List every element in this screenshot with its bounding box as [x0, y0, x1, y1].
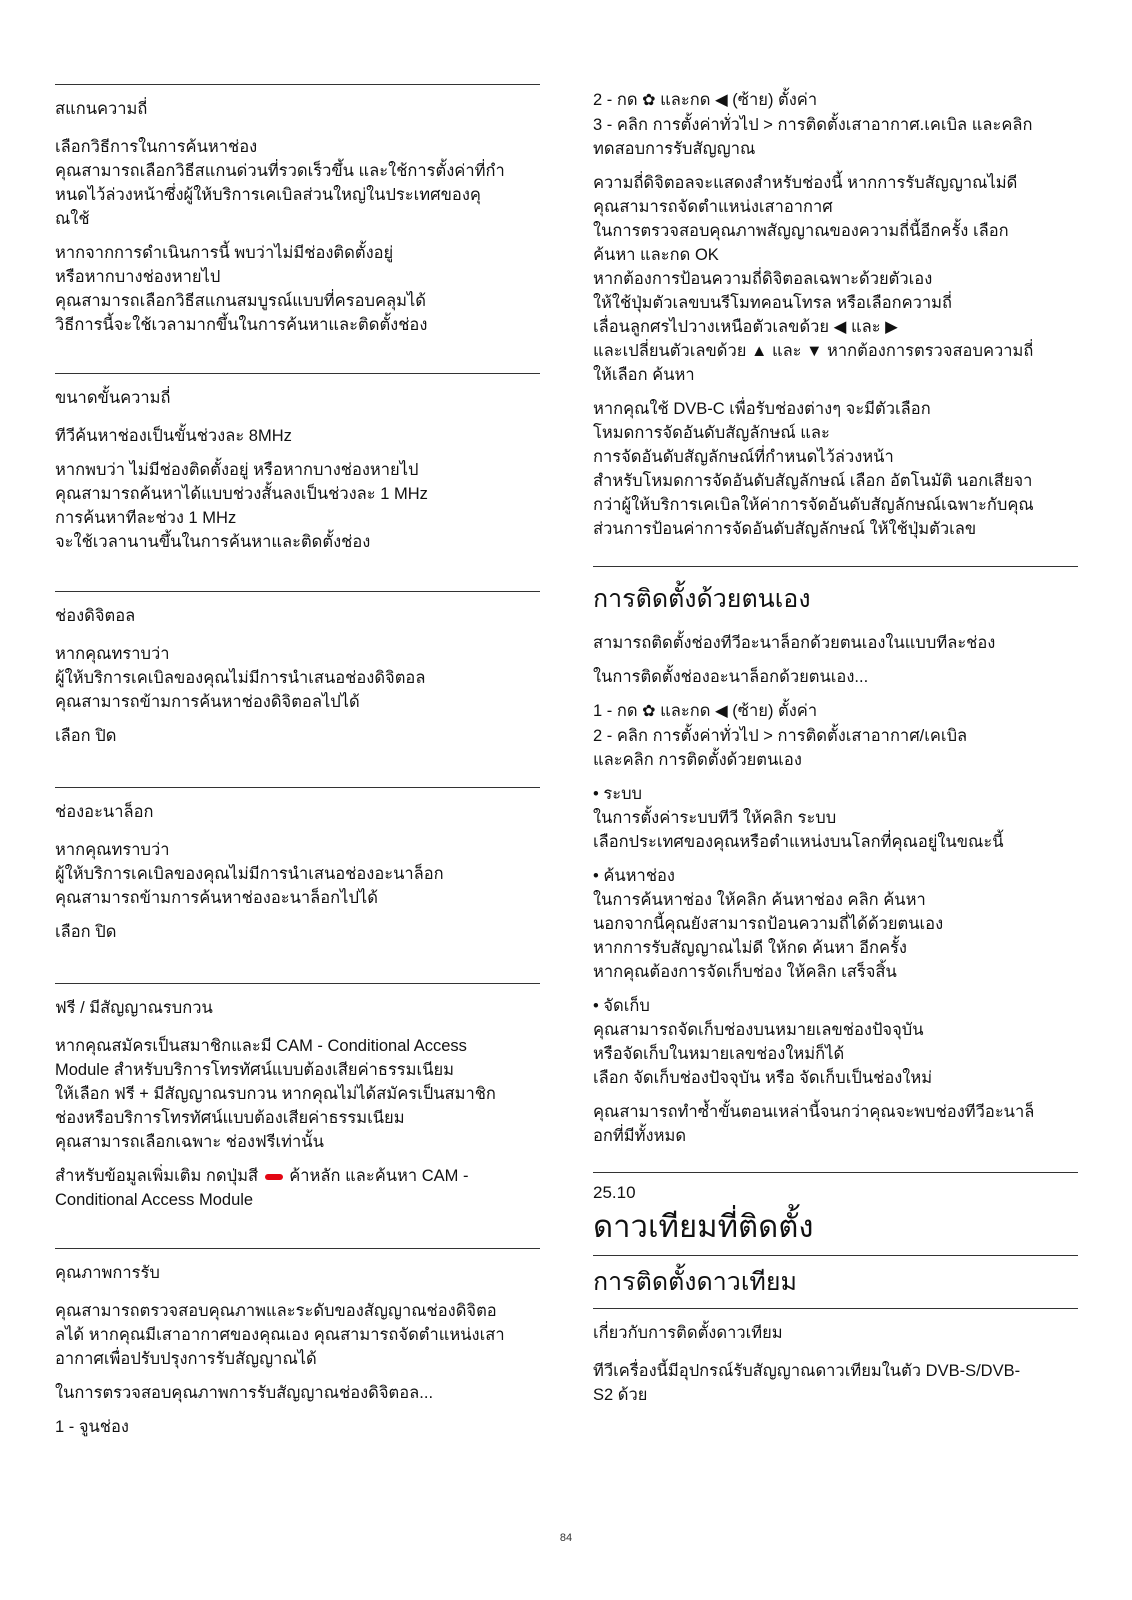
text-line: จะใช้เวลานานขึ้นในการค้นหาและติดตั้งช่อง	[55, 533, 371, 551]
text-line: ในการตรวจสอบคุณภาพการรับสัญญาณช่องดิจิตอล...	[55, 1384, 434, 1402]
text-line: ทดสอบการรับสัญญาณ	[593, 140, 756, 158]
paragraph	[593, 699, 1078, 772]
text-line: หากคุณทราบว่า	[55, 645, 170, 663]
text-line: ลได้ หากคุณมีเสาอากาศของคุณเอง คุณสามารถจัดตำแหน่งเสา	[55, 1326, 505, 1344]
text-line: • ค้นหาช่อง	[593, 867, 675, 885]
text-line: คุณสามารถตรวจสอบคุณภาพและระดับของสัญญาณช่องดิจิตอ	[55, 1302, 497, 1320]
text-line: ผู้ให้บริการเคเบิลของคุณไม่มีการนำเสนอช่องอะนาล็อก	[55, 865, 444, 883]
text-line: เลือกประเทศของคุณหรือตำแหน่งบนโลกที่คุณอยู่ในขณะนี้	[593, 833, 1004, 851]
text-line: คุณสามารถเลือกวิธีสแกนสมบูรณ์แบบที่ครอบคลุมได้	[55, 292, 427, 310]
text-line: ณใช้	[55, 210, 90, 228]
text-line: วิธีการนี้จะใช้เวลามากขึ้นในการค้นหาและติดตั้งช่อง	[55, 316, 428, 334]
text-segment: ค้าหลัก และค้นหา CAM -	[289, 1167, 469, 1185]
text-line: ผู้ให้บริการเคเบิลของคุณไม่มีการนำเสนอช่องดิจิตอล	[55, 669, 426, 687]
text-line: ให้ใช้ปุ่มตัวเลขบนรีโมทคอนโทรล หรือเลือกความถี่	[593, 294, 953, 312]
text-line	[55, 1164, 540, 1188]
text-line: อากาศเพื่อปรับปรุงการรับสัญญาณได้	[55, 1350, 317, 1368]
paragraph	[55, 1299, 540, 1371]
text-line: คุณสามารถเลือกวิธีสแกนด่วนที่รวดเร็วขึ้น และใช้การตั้งค่าที่กำ	[55, 162, 505, 180]
paragraph	[55, 135, 540, 231]
text-line: หนดไว้ล่วงหน้าซึ่งผู้ให้บริการเคเบิลส่วนใหญ่ในประเทศของคุ	[55, 186, 481, 204]
text-line: หรือหากบางช่องหายไป	[55, 268, 221, 286]
text-line: ทีวีค้นหาช่องเป็นขั้นช่วงละ 8MHz	[55, 427, 292, 445]
text-line: ในการตรวจสอบคุณภาพสัญญาณของความถี่นี้อีกครั้ง เลือก	[593, 222, 1009, 240]
paragraph	[55, 1164, 540, 1212]
paragraph	[55, 1415, 540, 1439]
text-line: คุณสามารถค้นหาได้แบบช่วงสั้นลงเป็นช่วงละ 1 MHz	[55, 485, 428, 503]
paragraph	[593, 631, 1078, 655]
text-line	[593, 88, 1078, 113]
section-title: ขนาดขั้นความถี่	[55, 389, 171, 407]
paragraph	[593, 782, 1078, 854]
text-line: ช่องหรือบริการโทรทัศน์แบบต้องเสียค่าธรรมเนียม	[55, 1109, 405, 1127]
section-frequency-step	[55, 373, 540, 564]
section-title: ฟรี / มีสัญญาณรบกวน	[55, 999, 213, 1017]
section-analog-channels	[55, 787, 540, 954]
text-line: Module สำหรับบริการโทรทัศน์แบบต้องเสียค่าธรรมเนียม	[55, 1061, 455, 1079]
gear-icon: ✿	[642, 703, 656, 720]
section-free-scrambled	[55, 983, 540, 1222]
section-title: คุณภาพการรับ	[55, 1264, 160, 1282]
paragraph	[593, 665, 1078, 689]
section-manual-installation	[593, 566, 1078, 1158]
text-line: หากพบว่า ไม่มีช่องติดตั้งอยู่ หรือหากบางช่องหายไป	[55, 461, 419, 479]
text-line: ความถี่ดิจิตอลจะแสดงสำหรับช่องนี้ หากการรับสัญญาณไม่ดี	[593, 174, 1018, 192]
text-line: หากต้องการป้อนความถี่ดิจิตอลเฉพาะด้วยตัวเอง	[593, 270, 933, 288]
paragraph	[593, 994, 1078, 1090]
text-line: 3 - คลิก การตั้งค่าทั่วไป > การติดตั้งเสาอากาศ.เคเบิล และคลิก	[593, 116, 1033, 134]
paragraph	[55, 424, 540, 448]
text-line: อกที่มีทั้งหมด	[593, 1127, 687, 1145]
text-segment: สำหรับข้อมูลเพิ่มเติม กดปุ่มสี	[55, 1167, 259, 1185]
text-line: ทีวีเครื่องนี้มีอุปกรณ์รับสัญญาณดาวเทียมในตัว DVB-S/DVB-	[593, 1362, 1021, 1380]
text-line: ในการติดตั้งช่องอะนาล็อกด้วยตนเอง...	[593, 668, 869, 686]
text-line: หากจากการดำเนินการนี้ พบว่าไม่มีช่องติดตั้งอยู่	[55, 244, 394, 262]
text-line: เลื่อนลูกศรไปวางเหนือตัวเลขด้วย ◀ และ ▶	[593, 318, 898, 336]
text-line: ค้นหา และกด OK	[593, 246, 719, 264]
paragraph	[55, 920, 540, 944]
text-line: 2 - คลิก การตั้งค่าทั่วไป > การติดตั้งเสาอากาศ/เคเบิล	[593, 727, 968, 745]
paragraph	[55, 838, 540, 910]
text-line: ในการตั้งค่าระบบทีวี ให้คลิก ระบบ	[593, 809, 837, 827]
text-line: นอกจากนี้คุณยังสามารถป้อนความถี่ได้ด้วยตนเอง	[593, 915, 944, 933]
divider	[593, 1308, 1078, 1309]
section-reception-quality	[55, 1248, 540, 1449]
text-segment: 1 - กด	[593, 702, 638, 720]
text-line: คุณสามารถทำซ้ำขั้นตอนเหล่านี้จนกว่าคุณจะพบช่องทีวีอะนาล็	[593, 1103, 1035, 1121]
text-line: หรือจัดเก็บในหมายเลขช่องใหม่ก็ได้	[593, 1045, 845, 1063]
text-line: Conditional Access Module	[55, 1191, 254, 1209]
text-line: หากคุณทราบว่า	[55, 841, 170, 859]
text-line: และเปลี่ยนตัวเลขด้วย ▲ และ ▼ หากต้องการตรวจสอบความถี่	[593, 342, 1034, 360]
text-line: คุณสามารถข้ามการค้นหาช่องอะนาล็อกไปได้	[55, 889, 378, 907]
paragraph	[55, 1034, 540, 1154]
subsection-title: เกี่ยวกับการติดตั้งดาวเทียม	[593, 1324, 783, 1342]
text-line: สามารถติดตั้งช่องทีวีอะนาล็อกด้วยตนเองในแบบทีละช่อง	[593, 634, 996, 652]
paragraph	[55, 1381, 540, 1405]
text-line: เลือก ปิด	[55, 727, 117, 745]
paragraph	[55, 642, 540, 714]
text-line: การจัดอันดับสัญลักษณ์ที่กำหนดไว้ล่วงหน้า	[593, 448, 894, 466]
paragraph	[593, 171, 1078, 387]
text-segment: และกด ◀ (ซ้าย) ตั้งค่า	[660, 702, 818, 720]
divider	[593, 1255, 1078, 1256]
section-satellite	[593, 1172, 1078, 1417]
text-line: การค้นหาทีละช่วง 1 MHz	[55, 509, 237, 527]
text-line: • ระบบ	[593, 785, 643, 803]
text-line: ให้เลือก ค้นหา	[593, 366, 695, 384]
section-reception-continued	[593, 88, 1078, 551]
text-line: ในการค้นหาช่อง ให้คลิก ค้นหาช่อง คลิก ค้นหา	[593, 891, 926, 909]
text-line: กว่าผู้ให้บริการเคเบิลให้ค่าการจัดอันดับสัญลักษณ์เฉพาะกับคุณ	[593, 496, 1034, 514]
section-title: สแกนความถี่	[55, 100, 148, 118]
section-title: ช่องอะนาล็อก	[55, 803, 154, 821]
text-line: • จัดเก็บ	[593, 997, 650, 1015]
section-digital-channels	[55, 591, 540, 758]
chapter-title: ดาวเทียมที่ติดตั้ง	[593, 1209, 814, 1244]
text-line: โหมดการจัดอันดับสัญลักษณ์ และ	[593, 424, 830, 442]
section-title: ช่องดิจิตอล	[55, 607, 136, 625]
text-line: หากคุณสมัครเป็นสมาชิกและมี CAM - Conditional Access	[55, 1037, 467, 1055]
gear-icon: ✿	[642, 92, 656, 109]
section-number: 25.10	[593, 1183, 636, 1202]
paragraph	[593, 864, 1078, 984]
text-line: ให้เลือก ฟรี + มีสัญญาณรบกวน หากคุณไม่ได้สมัครเป็นสมาชิก	[55, 1085, 496, 1103]
text-line: เลือกวิธีการในการค้นหาช่อง	[55, 138, 258, 156]
text-line: และคลิก การติดตั้งด้วยตนเอง	[593, 751, 802, 769]
text-line: คุณสามารถจัดตำแหน่งเสาอากาศ	[593, 198, 833, 216]
text-line: ส่วนการป้อนค่าการจัดอันดับสัญลักษณ์ ให้ใช้ปุ่มตัวเลข	[593, 520, 977, 538]
text-line: เลือก ปิด	[55, 923, 117, 941]
text-line: สำหรับโหมดการจัดอันดับสัญลักษณ์ เลือก อัตโนมัติ นอกเสียจา	[593, 472, 1033, 490]
paragraph	[55, 724, 540, 748]
page-number: 84	[559, 1532, 573, 1544]
paragraph	[593, 1359, 1078, 1407]
text-line: คุณสามารถข้ามการค้นหาช่องดิจิตอลไปได้	[55, 693, 360, 711]
paragraph	[593, 88, 1078, 161]
section-heading: การติดตั้งด้วยตนเอง	[593, 585, 811, 613]
paragraph	[55, 458, 540, 554]
section-scan-frequency	[55, 84, 540, 347]
paragraph	[593, 397, 1078, 541]
text-line: หากการรับสัญญาณไม่ดี ให้กด ค้นหา อีกครั้ง	[593, 939, 907, 957]
section-heading: การติดตั้งดาวเทียม	[593, 1268, 797, 1296]
text-line: S2 ด้วย	[593, 1386, 648, 1404]
text-line: เลือก จัดเก็บช่องปัจจุบัน หรือ จัดเก็บเป็นช่องใหม่	[593, 1069, 933, 1087]
text-line	[593, 699, 1078, 724]
text-segment: 2 - กด	[593, 91, 638, 109]
text-line: หากคุณใช้ DVB-C เพื่อรับช่องต่างๆ จะมีตัวเลือก	[593, 400, 931, 418]
text-line: คุณสามารถเลือกเฉพาะ ช่องฟรีเท่านั้น	[55, 1133, 324, 1151]
paragraph	[593, 1100, 1078, 1148]
paragraph	[55, 241, 540, 337]
text-line: หากคุณต้องการจัดเก็บช่อง ให้คลิก เสร็จสิ้น	[593, 963, 897, 981]
text-line: 1 - จูนช่อง	[55, 1418, 129, 1436]
red-key-icon	[265, 1174, 283, 1180]
text-line: คุณสามารถจัดเก็บช่องบนหมายเลขช่องปัจจุบัน	[593, 1021, 924, 1039]
text-segment: และกด ◀ (ซ้าย) ตั้งค่า	[660, 91, 818, 109]
